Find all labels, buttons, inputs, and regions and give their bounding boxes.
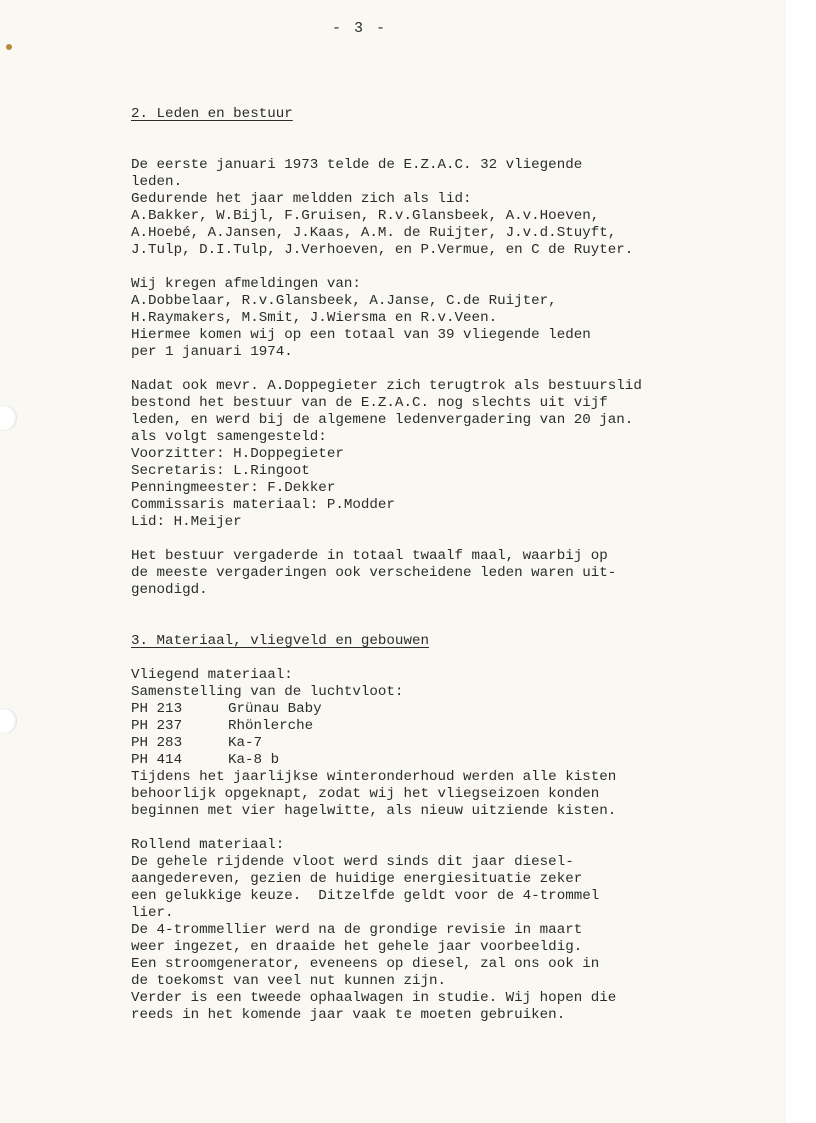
section-2-heading: 2. Leden en bestuur bbox=[131, 106, 293, 122]
text-line: De 4-trommellier werd na de grondige revisie in maart bbox=[131, 922, 583, 938]
flying-material-title: Vliegend materiaal: bbox=[131, 667, 293, 683]
text-line: De gehele rijdende vloot werd sinds dit jaar diesel- bbox=[131, 854, 574, 870]
paper-stain bbox=[6, 44, 12, 50]
text-line: lier. bbox=[131, 905, 174, 921]
text-line: leden. bbox=[131, 174, 183, 190]
meetings-paragraph bbox=[131, 548, 771, 599]
document-body bbox=[131, 106, 771, 1024]
membership-paragraph bbox=[131, 157, 771, 259]
text-line: genodigd. bbox=[131, 582, 208, 598]
board-paragraph bbox=[131, 378, 771, 531]
text-line: De eerste januari 1973 telde de E.Z.A.C. 32 vliegende bbox=[131, 157, 583, 173]
text-line: Tijdens het jaarlijkse winteronderhoud werden alle kisten bbox=[131, 769, 617, 785]
rolling-material-paragraph bbox=[131, 854, 771, 1024]
fleet-list bbox=[131, 701, 771, 769]
text-line: Nadat ook mevr. A.Doppegieter zich terugtrok als bestuurslid bbox=[131, 378, 642, 394]
text-line: Een stroomgenerator, eveneens op diesel, zal ons ook in bbox=[131, 956, 600, 972]
board-member: Penningmeester: F.Dekker bbox=[131, 480, 336, 496]
board-member: Secretaris: L.Ringoot bbox=[131, 463, 310, 479]
fleet-type: Ka-8 b bbox=[228, 752, 280, 768]
text-line: A.Dobbelaar, R.v.Glansbeek, A.Janse, C.de Ruijter, bbox=[131, 293, 557, 309]
text-line: A.Bakker, W.Bijl, F.Gruisen, R.v.Glansbeek, A.v.Hoeven, bbox=[131, 208, 600, 224]
section-3-heading: 3. Materiaal, vliegveld en gebouwen bbox=[131, 633, 429, 649]
text-line: Verder is een tweede ophaalwagen in studie. Wij hopen die bbox=[131, 990, 617, 1006]
punch-hole-bottom bbox=[0, 708, 17, 734]
text-line: Gedurende het jaar meldden zich als lid: bbox=[131, 191, 472, 207]
scan-background bbox=[786, 0, 816, 1123]
text-line: weer ingezet, en draaide het gehele jaar voorbeeldig. bbox=[131, 939, 583, 955]
fleet-registration: PH 283 bbox=[131, 735, 183, 751]
maintenance-paragraph bbox=[131, 769, 771, 820]
text-line: A.Hoebé, A.Jansen, J.Kaas, A.M. de Ruijter, J.v.d.Stuyft, bbox=[131, 225, 617, 241]
text-line: als volgt samengesteld: bbox=[131, 429, 327, 445]
punch-hole-top bbox=[0, 405, 17, 431]
page-number: - 3 - bbox=[332, 20, 388, 37]
fleet-row bbox=[131, 752, 771, 769]
text-line: Hiermee komen wij op een totaal van 39 vliegende leden bbox=[131, 327, 591, 343]
fleet-type: Ka-7 bbox=[228, 735, 263, 751]
board-member: Voorzitter: H.Doppegieter bbox=[131, 446, 344, 462]
resignations-paragraph bbox=[131, 276, 771, 361]
text-line: aangedereven, gezien de huidige energiesituatie zeker bbox=[131, 871, 583, 887]
text-line: de meeste vergaderingen ook verscheidene leden waren uit- bbox=[131, 565, 617, 581]
text-line: de toekomst van veel nut kunnen zijn. bbox=[131, 973, 447, 989]
fleet-registration: PH 414 bbox=[131, 752, 183, 768]
text-line: Het bestuur vergaderde in totaal twaalf maal, waarbij op bbox=[131, 548, 608, 564]
text-line: leden, en werd bij de algemene ledenvergadering van 20 jan. bbox=[131, 412, 634, 428]
fleet-registration: PH 237 bbox=[131, 718, 183, 734]
text-line: beginnen met vier hagelwitte, als nieuw uitziende kisten. bbox=[131, 803, 617, 819]
fleet-registration: PH 213 bbox=[131, 701, 183, 717]
fleet-row bbox=[131, 735, 771, 752]
text-line: per 1 januari 1974. bbox=[131, 344, 293, 360]
text-line: een gelukkige keuze. Ditzelfde geldt voor de 4-trommel bbox=[131, 888, 600, 904]
text-line: behoorlijk opgeknapt, zodat wij het vliegseizoen konden bbox=[131, 786, 600, 802]
fleet-title: Samenstelling van de luchtvloot: bbox=[131, 684, 404, 700]
rolling-material-title: Rollend materiaal: bbox=[131, 837, 285, 853]
board-member: Lid: H.Meijer bbox=[131, 514, 242, 530]
text-line: J.Tulp, D.I.Tulp, J.Verhoeven, en P.Vermue, en C de Ruyter. bbox=[131, 242, 634, 258]
fleet-type: Grünau Baby bbox=[228, 701, 322, 717]
fleet-type: Rhönlerche bbox=[228, 718, 314, 734]
text-line: reeds in het komende jaar vaak te moeten gebruiken. bbox=[131, 1007, 566, 1023]
text-line: H.Raymakers, M.Smit, J.Wiersma en R.v.Veen. bbox=[131, 310, 498, 326]
text-line: bestond het bestuur van de E.Z.A.C. nog slechts uit vijf bbox=[131, 395, 608, 411]
board-member: Commissaris materiaal: P.Modder bbox=[131, 497, 395, 513]
fleet-row bbox=[131, 718, 771, 735]
text-line: Wij kregen afmeldingen van: bbox=[131, 276, 361, 292]
fleet-row bbox=[131, 701, 771, 718]
